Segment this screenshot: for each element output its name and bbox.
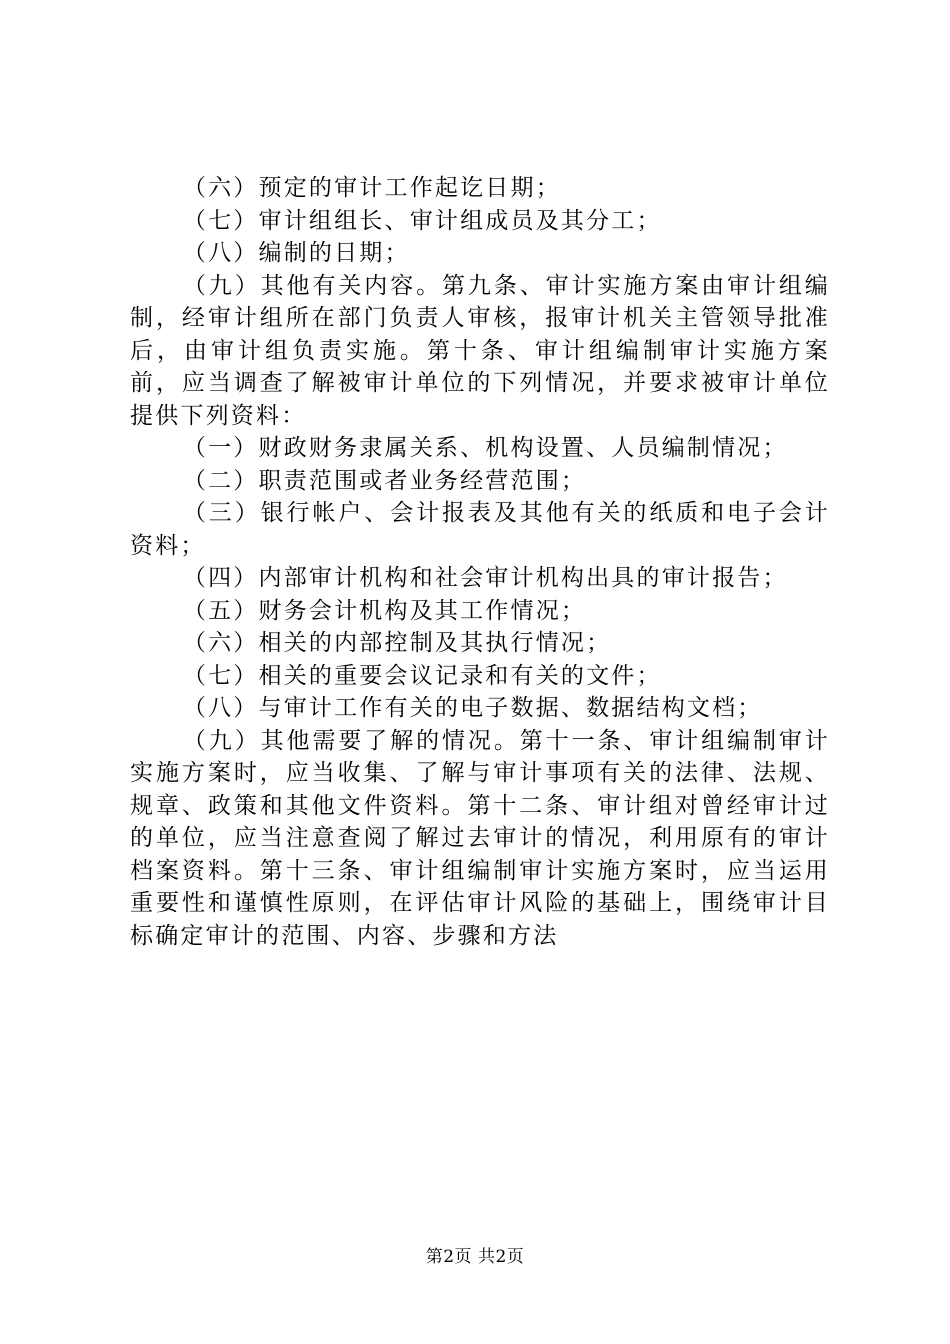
paragraph: （九）其他需要了解的情况。第十一条、审计组编制审计实施方案时，应当收集、了解与审计事项有关的法律、法规、规章、政策和其他文件资料。第十二条、审计组对曾经审计过的单位，应当注意查阅了解过去审计的情况，利用原有的审计档案资料。第十三条、审计组编制审计实施方案时，应当运用重要性和谨慎性原则，在评估审计风险的基础上，围绕审计目标确定审计的范围、内容、步骤和方法	[130, 727, 830, 949]
paragraph: （七）相关的重要会议记录和有关的文件；	[182, 662, 662, 689]
paragraph: （八）与审计工作有关的电子数据、数据结构文档；	[182, 695, 763, 721]
paragraph: （六）预定的审计工作起讫日期；	[182, 175, 561, 201]
page-footer: 第2页 共2页	[425, 1247, 525, 1267]
paragraph: （三）银行帐户、会计报表及其他有关的纸质和电子会计资料；	[130, 500, 830, 559]
paragraph: （五）财务会计机构及其工作情况；	[182, 597, 587, 624]
paragraph: （一）财政财务隶属关系、机构设置、人员编制情况；	[182, 435, 788, 461]
paragraph: （四）内部审计机构和社会审计机构出具的审计报告；	[182, 565, 788, 591]
paragraph: （二）职责范围或者业务经营范围；	[182, 467, 587, 494]
paragraph: （八）编制的日期；	[182, 240, 410, 266]
paragraph: （九）其他有关内容。第九条、审计实施方案由审计组编制，经审计组所在部门负责人审核，报审计机关主管领导批准后，由审计组负责实施。第十条、审计组编制审计实施方案前，应当调查了解被审计单位的下列情况，并要求被审计单位提供下列资料：	[130, 272, 830, 429]
paragraph: （六）相关的内部控制及其执行情况；	[182, 630, 612, 656]
paragraph: （七）审计组组长、审计组成员及其分工；	[182, 207, 662, 234]
document-body	[130, 172, 830, 952]
